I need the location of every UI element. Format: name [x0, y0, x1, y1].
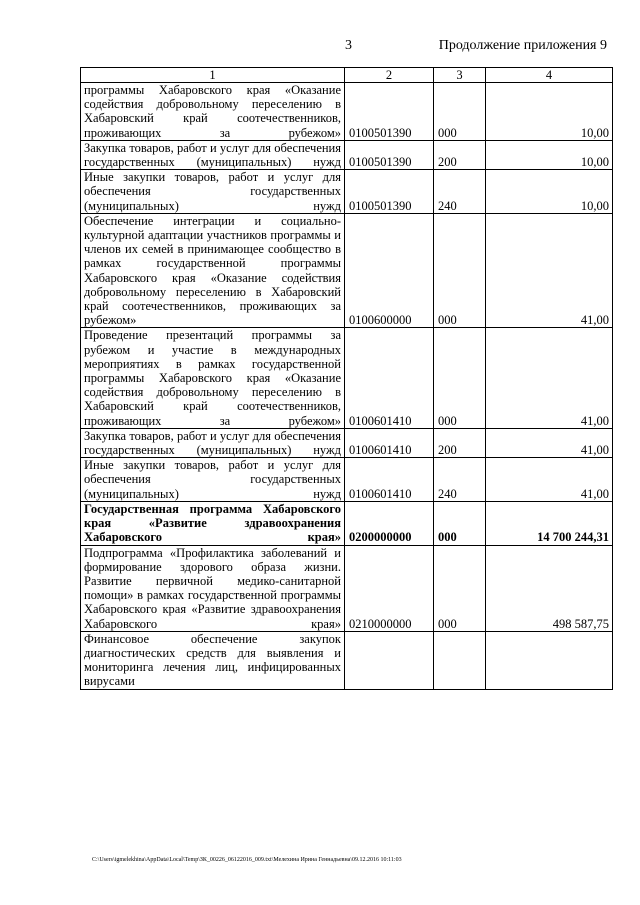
row-target-code: 0100501390 — [345, 83, 434, 141]
page-number: 3 — [345, 38, 352, 53]
row-expense-type — [434, 631, 486, 689]
row-target-code — [345, 631, 434, 689]
row-description: Закупка товаров, работ и услуг для обеспечения государственных (муниципальных) нужд — [81, 428, 345, 457]
row-amount: 498 587,75 — [486, 545, 613, 631]
column-header: 2 — [345, 68, 434, 83]
row-expense-type: 200 — [434, 140, 486, 169]
column-header: 4 — [486, 68, 613, 83]
table-row — [81, 428, 613, 457]
row-target-code: 0100501390 — [345, 140, 434, 169]
row-amount: 41,00 — [486, 458, 613, 502]
row-target-code: 0100600000 — [345, 213, 434, 328]
table-row — [81, 328, 613, 428]
row-description: Финансовое обеспечение закупок диагностических средств для выявления и мониторинга лечения лиц, инфицированных вирусами — [81, 631, 345, 689]
row-target-code: 0100601410 — [345, 458, 434, 502]
table-row — [81, 631, 613, 689]
table-row — [81, 170, 613, 214]
budget-table — [80, 67, 613, 690]
column-header: 1 — [81, 68, 345, 83]
table-row — [81, 213, 613, 328]
row-expense-type: 000 — [434, 545, 486, 631]
appendix-continuation-label: Продолжение приложения 9 — [438, 38, 607, 53]
row-expense-type: 000 — [434, 501, 486, 545]
row-description: Обеспечение интеграции и социально-культурной адаптации участников программы и членов их семей в принимающее сообщество в рамках государственной программы Хабаровского края «Оказание содействия добровольному переселению в Хабаровский край соотечественников, проживающих за рубежом» — [81, 213, 345, 328]
row-amount: 41,00 — [486, 213, 613, 328]
row-description: Государственная программа Хабаровского края «Развитие здравоохранения Хабаровского края» — [81, 501, 345, 545]
row-expense-type: 240 — [434, 458, 486, 502]
table-row — [81, 501, 613, 545]
table-row — [81, 458, 613, 502]
row-target-code: 0100601410 — [345, 428, 434, 457]
row-expense-type: 000 — [434, 213, 486, 328]
row-target-code: 0210000000 — [345, 545, 434, 631]
row-amount — [486, 631, 613, 689]
row-expense-type: 000 — [434, 328, 486, 428]
row-amount: 10,00 — [486, 83, 613, 141]
file-path-footer: C:\Users\igmelekhina\AppData\Local\Temp\ЗК_00226_06122016_009.txt\Мелехина Ирина Геннадьевна\09.12.2016 10:11:03 — [92, 857, 402, 863]
row-description: Иные закупки товаров, работ и услуг для обеспечения государственных (муниципальных) нужд — [81, 170, 345, 214]
row-target-code: 0100601410 — [345, 328, 434, 428]
row-description: программы Хабаровского края «Оказание содействия добровольному переселению в Хабаровский край соотечественников, проживающих за рубежом» — [81, 83, 345, 141]
column-header: 3 — [434, 68, 486, 83]
row-amount: 41,00 — [486, 328, 613, 428]
row-description: Проведение презентаций программы за рубежом и участие в международных мероприятиях в рамках государственной программы Хабаровского края «Оказание содействия добровольному переселению в Хабаровский край соотечественников, проживающих за рубежом» — [81, 328, 345, 428]
row-target-code: 0100501390 — [345, 170, 434, 214]
table-header-row — [81, 68, 613, 83]
row-description: Подпрограмма «Профилактика заболеваний и формирование здорового образа жизни. Развитие первичной медико-санитарной помощи» в рамках государственной программы Хабаровского края «Развитие здравоохранения Хабаровского края» — [81, 545, 345, 631]
table-row — [81, 83, 613, 141]
row-target-code: 0200000000 — [345, 501, 434, 545]
row-description: Иные закупки товаров, работ и услуг для обеспечения государственных (муниципальных) нужд — [81, 458, 345, 502]
row-amount: 10,00 — [486, 170, 613, 214]
row-amount: 41,00 — [486, 428, 613, 457]
table-row — [81, 545, 613, 631]
row-expense-type: 000 — [434, 83, 486, 141]
row-description: Закупка товаров, работ и услуг для обеспечения государственных (муниципальных) нужд — [81, 140, 345, 169]
table-row — [81, 140, 613, 169]
table-body — [81, 83, 613, 690]
row-amount: 14 700 244,31 — [486, 501, 613, 545]
page-header — [0, 38, 640, 58]
row-amount: 10,00 — [486, 140, 613, 169]
row-expense-type: 200 — [434, 428, 486, 457]
row-expense-type: 240 — [434, 170, 486, 214]
